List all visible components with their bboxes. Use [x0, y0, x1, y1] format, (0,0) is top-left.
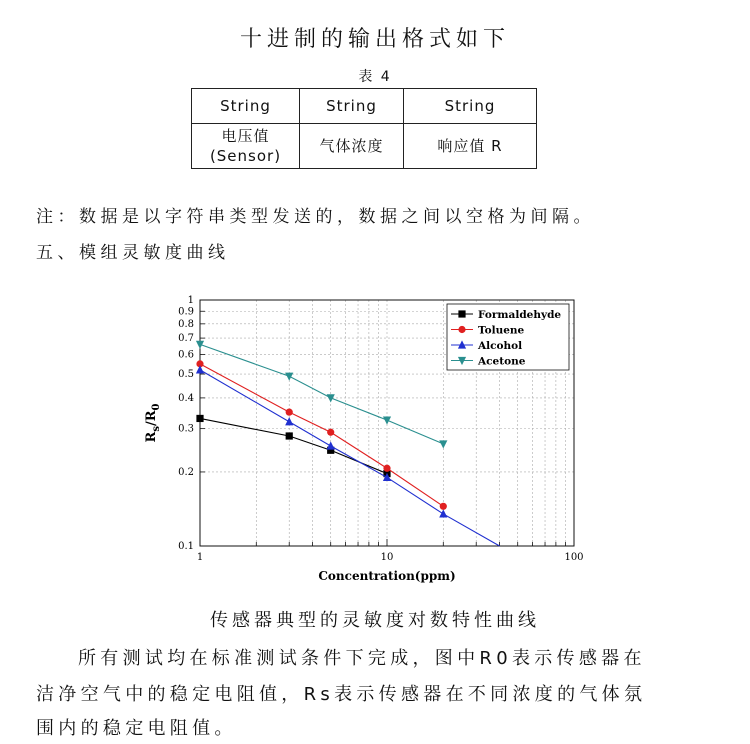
- data-point: [327, 441, 335, 449]
- data-point: [327, 429, 334, 436]
- data-point: [458, 326, 465, 333]
- data-point: [383, 416, 391, 424]
- data-point: [439, 509, 447, 517]
- data-point: [286, 409, 293, 416]
- figure-caption: 传感器典型的灵敏度对数特性曲线: [210, 610, 540, 631]
- y-tick-label: 0.8: [178, 318, 194, 330]
- data-point: [458, 310, 465, 317]
- table-header-cell: String: [300, 89, 404, 124]
- note-text: 注：数据是以字符串类型发送的，数据之间以空格为间隔。: [36, 207, 595, 227]
- description-line: 围内的稳定电阻值。: [36, 718, 237, 739]
- table-header-cell: String: [192, 89, 300, 124]
- x-tick-label: 10: [380, 552, 394, 563]
- legend: [447, 304, 569, 370]
- series-line: [200, 364, 443, 506]
- series-alcohol: [196, 365, 500, 546]
- series-toluene: [196, 360, 446, 510]
- table-cell: 响应值 R: [404, 124, 537, 169]
- table-header-row: [192, 89, 537, 124]
- table-header-cell: String: [404, 89, 537, 124]
- legend-label: Acetone: [478, 355, 526, 368]
- series-acetone: [196, 341, 447, 449]
- data-point: [383, 465, 390, 472]
- y-tick-label: 0.1: [178, 541, 194, 552]
- table-row: [192, 124, 537, 169]
- legend-label: Alcohol: [478, 340, 523, 352]
- series-line: [200, 344, 443, 444]
- data-point: [439, 440, 447, 448]
- sensitivity-chart: [130, 282, 600, 592]
- table-cell: 气体浓度: [300, 124, 404, 169]
- legend-label: Toluene: [478, 324, 525, 337]
- output-format-table: [191, 88, 537, 169]
- y-tick-label: 0.7: [178, 333, 194, 345]
- series-line: [200, 418, 387, 473]
- data-point: [285, 417, 293, 425]
- data-point: [440, 503, 447, 510]
- description-line: 洁净空气中的稳定电阻值，Rs表示传感器在不同浓度的气体氛: [36, 684, 647, 705]
- y-tick-label: 0.6: [178, 349, 194, 361]
- y-axis-label: $R_s/R_0$: [144, 403, 162, 443]
- table-cell: 电压值 (Sensor): [192, 124, 300, 169]
- table-caption: 表 4: [358, 69, 392, 85]
- y-tick-label: 0.3: [178, 423, 194, 435]
- series-group: [196, 341, 500, 546]
- data-point: [285, 373, 293, 381]
- data-point: [196, 415, 203, 422]
- section-title: 五、模组灵敏度曲线: [36, 243, 230, 263]
- legend-label: Formaldehyde: [478, 309, 562, 321]
- y-tick-label: 0.4: [178, 392, 194, 404]
- data-point: [327, 394, 335, 402]
- data-point: [196, 365, 204, 373]
- page-heading: 十进制的输出格式如下: [239, 27, 510, 52]
- y-tick-label: 0.5: [178, 369, 194, 381]
- x-axis-label: Concentration(ppm): [318, 569, 456, 583]
- x-tick-label: 1: [196, 552, 204, 563]
- data-point: [286, 432, 293, 439]
- y-tick-label: 0.2: [178, 466, 194, 478]
- y-tick-label: 0.9: [178, 306, 194, 318]
- x-tick-label: 100: [564, 552, 584, 563]
- description-line: 所有测试均在标准测试条件下完成，图中R0表示传感器在: [78, 648, 646, 669]
- y-tick-label: 1: [187, 295, 194, 306]
